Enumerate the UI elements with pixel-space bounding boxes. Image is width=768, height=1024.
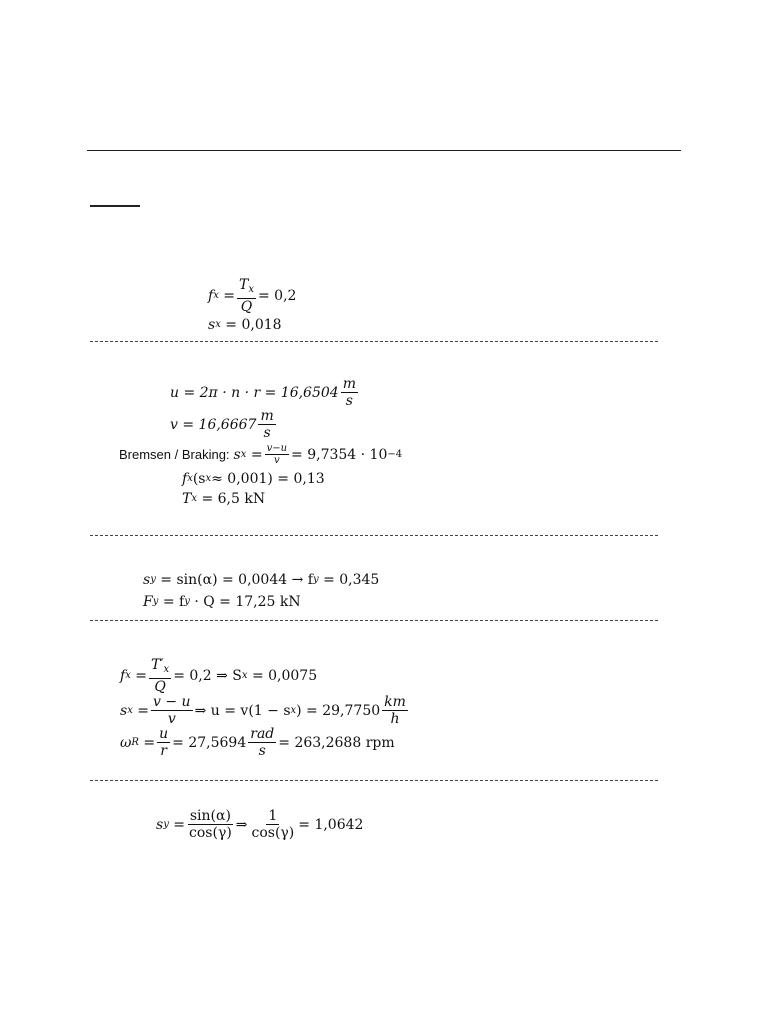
equation-fx-ratio-2: f x = $\frac{T'_x}{Q}$ = 0,2 ⇒ S x = 0,0075 (120, 657, 318, 695)
equation-tx: T x = 6,5 kN (182, 491, 266, 507)
equation-fy: F y = f y · Q = 17,25 kN (143, 594, 301, 610)
equation-sy-cos: s y = $\frac{\sin(\alpha)}{\cos(\gamma)}$ ⇒ $\frac{1}{\cos(\gamma)}$ = 1,0642 (156, 808, 364, 841)
equation-sx-speed: s x = $\frac{v - u}{v}$ ⇒ u = v(1 − s x ) = 29,7750 $\frac{km}{h}$ (120, 694, 406, 727)
section-divider (90, 341, 658, 342)
equation-braking-slip: Bremsen / Braking: s x = $\frac{v-u}{v}$ = 9,7354 · 10 −4 (119, 443, 403, 466)
header-rule (87, 150, 681, 151)
equation-omega: ω R = $\frac{u}{r}$ = 27,5694 $\frac{\text{rad}}{s}$ = 263,2688 rpm (120, 726, 395, 759)
equation-fx-ratio: f x = $\frac{T_x}{Q}$ = 0,2 (208, 277, 297, 315)
section-divider (90, 780, 658, 781)
equation-u: u = 2π · n · r = 16,6504 $\frac{m}{s}$ (170, 376, 356, 409)
section-divider (90, 535, 658, 536)
equation-fx-slip: f x (s x ≈ 0,001) = 0,13 (182, 471, 325, 487)
heading-underline (90, 205, 140, 207)
equation-sy: s y = sin(α) = 0,0044 → f y = 0,345 (143, 572, 380, 588)
equation-sx: s x = 0,018 (208, 317, 282, 333)
section-divider (90, 620, 658, 621)
equation-v: v = 16,6667 $\frac{m}{s}$ (170, 408, 274, 441)
